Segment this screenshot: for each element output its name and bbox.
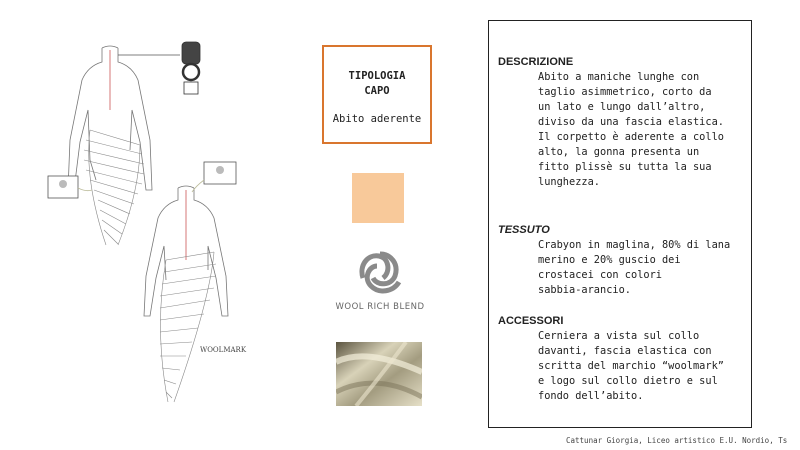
descrizione-body: Abito a maniche lunghe con taglio asimmetrico, corto da un lato e lungo dall’altro, diviso da una fascia elastica. Il corpetto è aderente a collo alto, la gonna presenta un fitto plissè su tutta la sua lunghezza. [538,71,724,188]
author-credit: Cattunar Giorgia, Liceo artistico E.U. Nordio, Ts [566,436,788,445]
accessori-body: Cerniera a vista sul collo davanti, fascia elastica con scritta del marchio “woolmark” e logo sul collo dietro e sul fondo dell’abito. [538,330,724,402]
garment-type-title-line1: TIPOLOGIA [348,70,406,82]
wool-rich-blend-text: WOOL RICH BLEND [335,302,425,312]
woolmark-sketch-label: WOOLMARK [200,346,247,354]
garment-type-title [324,69,430,99]
wool-rich-blend-logo [330,248,430,318]
garment-type-value: Abito aderente [332,113,422,125]
garment-type-box [322,45,432,144]
color-swatch [352,173,404,223]
tessuto-body: Crabyon in maglina, 80% di lana merino e 20% guscio dei crostacei con colori sabbia-arancio. [538,239,731,296]
descrizione-heading: DESCRIZIONE [498,56,574,68]
tessuto-heading: TESSUTO [498,224,550,236]
woolmark-icon [355,248,405,298]
description-panel [488,20,752,428]
garment-sketch [30,30,290,430]
garment-type-title-line2: CAPO [364,85,390,97]
fabric-sample-image [336,342,422,406]
accessori-heading: ACCESSORI [498,315,564,327]
